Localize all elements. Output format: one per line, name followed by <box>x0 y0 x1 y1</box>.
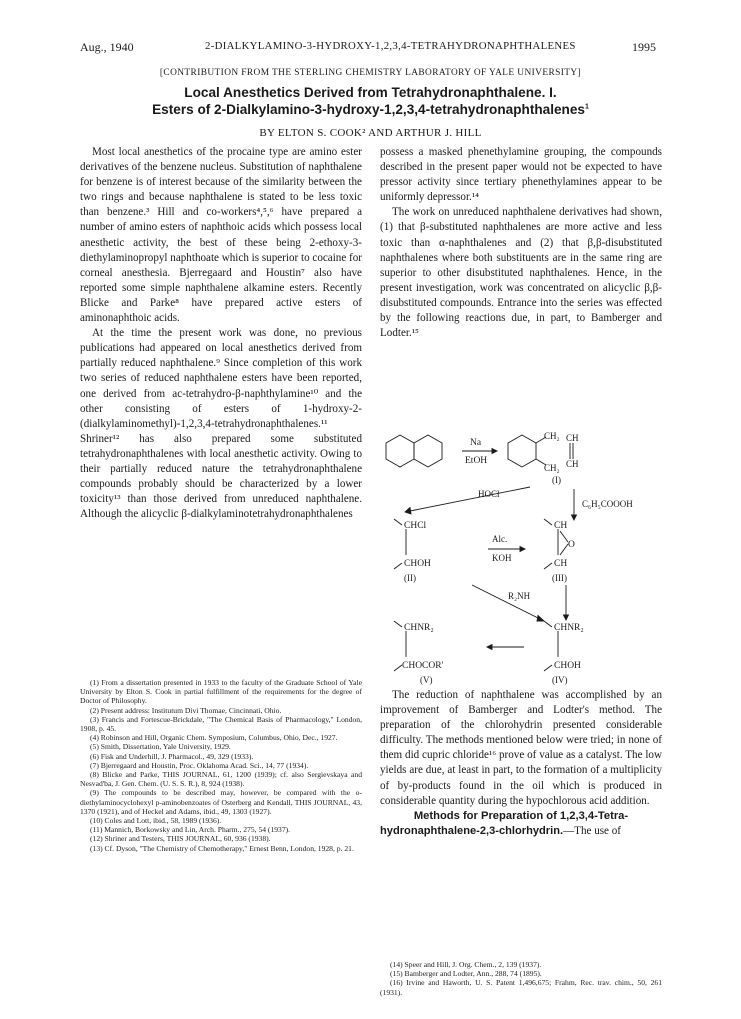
left-footnotes <box>80 678 362 853</box>
running-header-date: Aug., 1940 <box>80 40 134 54</box>
dihydronaphthalene-structure <box>508 435 573 467</box>
reagent-na: Na <box>470 438 482 448</box>
reagent-alc: Alc. <box>492 534 508 544</box>
right-paragraph-1: possess a masked phenethylamine grouping, the compounds described in the present paper would not be expected to have pressor activity since tertiary phenethylamines appear to be uniformly depressor.¹⁴ <box>380 146 662 204</box>
byline: BY ELTON S. COOK² AND ARTHUR J. HILL <box>259 127 482 139</box>
reagent-perbenzoic-acid: C₆H₅COOOH <box>582 499 633 509</box>
footnote-8: (8) Blicke and Parke, THIS JOURNAL, 61, 1200 (1939); cf. also Sergievskaya and Nesvad'ba, J. Gen. Chem. (U. S. S. R.), 8, 924 (1938). <box>80 770 362 789</box>
esterification-arrow <box>487 645 524 650</box>
compound-label-iv: (IV) <box>552 675 568 685</box>
right-footnotes <box>380 960 662 997</box>
right-column-top <box>380 145 662 341</box>
group-choh-left: CHOH <box>404 559 431 569</box>
title-line-2-text: Esters of 2-Dialkylamino-3-hydroxy-1,2,3,4-tetrahydronaphthalenes <box>152 102 585 117</box>
footnote-5: (5) Smith, Dissertation, Yale University, 1929. <box>90 742 231 752</box>
group-ch2-top: CH₂ <box>544 431 560 441</box>
group-choh-right: CHOH <box>554 661 581 671</box>
arrow-to-chlorohydrin <box>405 487 530 514</box>
footnote-13: (13) Cf. Dyson, "The Chemistry of Chemotherapy," Ernest Benn, London, 1928, p. 21. <box>90 843 354 853</box>
right-paragraph-3: The reduction of naphthalene was accomplished by an improvement of Bamberger and Lodter's method. The preparation of the chlorohydrin presented considerable difficulty. The methods mentioned below were tried; in none of them did cupric chloride¹⁶ prove of value as a catalyst. The low yields are due, at least in part, to the formation of a multiplicity of by-products found in the oil which is produced in considerable quantity during the hypochlorous acid addition. <box>380 689 662 807</box>
reagent-r2nh: R₂NH <box>508 591 531 601</box>
footnote-6: (6) Fisk and Underhill, J. Pharmacol., 49, 329 (1933). <box>90 751 254 761</box>
footnote-7: (7) Bjerregaard and Houstin, Proc. Oklahoma Acad. Sci., 14, 77 (1934). <box>90 760 309 770</box>
epoxide-oxygen: O <box>568 540 575 550</box>
group-ch-epoxide-top: CH <box>554 521 568 531</box>
footnote-4: (4) Robinson and Hill, Organic Chem. Symposium, Columbus, Ohio, Dec., 1927. <box>90 733 338 743</box>
footnote-3: (3) Francis and Fortescue-Brickdale, "The Chemical Basis of Pharmacology," London, 1908, p. 45. <box>80 714 362 734</box>
reagent-etoh: EtOH <box>465 456 488 466</box>
footnote-11: (11) Mannich, Borkowsky and Lin, Arch. Pharm., 275, 54 (1937). <box>90 825 291 835</box>
title-line-1: Local Anesthetics Derived from Tetrahydronaphthalene. I. <box>184 85 557 100</box>
section-first-line <box>380 824 662 839</box>
group-chnr2-left: CHNR₂ <box>404 623 434 633</box>
alkali-arrow <box>488 547 525 552</box>
footnote-2: (2) Present address: Institutum Divi Thomae, Cincinnati, Ohio. <box>90 705 282 715</box>
footnote-9: (9) The compounds to be described may, however, be compared with the o-diethylaminocyclohexyl p-aminobenzoates of Osterberg and Kendall, THIS JOURNAL, 43, 1370 (1921), and of Heckel and Adams, ibid., 49, 1303 (1927). <box>80 788 362 816</box>
naphthalene-structure <box>386 435 442 467</box>
section-text-start: —The use of <box>563 824 621 837</box>
arrow-to-epoxide <box>572 489 577 520</box>
left-column <box>80 145 362 522</box>
footnote-1: (1) From a dissertation presented in 1933 to the faculty of the Graduate School of Yale University by Elton S. Cook in partial fulfillment of the requirements for the degree of Doctor of Philosophy. <box>80 678 362 706</box>
compound-label-i: (I) <box>552 475 561 485</box>
page-number: 1995 <box>632 40 656 54</box>
reagent-hocl: HOCl <box>478 489 500 499</box>
footnote-10: (10) Coles and Lott, ibid., 58, 1989 (1936). <box>90 816 222 826</box>
footnote-14: (14) Speer and Hill, J. Org. Chem., 2, 139 (1937). <box>390 960 542 969</box>
section-heading: Methods for Preparation of 1,2,3,4-Tetra- <box>413 809 629 822</box>
group-ch-bottom: CH <box>566 459 579 469</box>
group-chocor: CHOCOR' <box>402 661 444 671</box>
footnote-16: (16) Irvine and Haworth, U. S. Patent 1,496,675; Frahm, Rec. trav. chim., 50, 261 (1931). <box>380 978 662 997</box>
group-ch2-bottom: CH₂ <box>544 463 560 473</box>
footnote-15: (15) Bamberger and Lodter, Ann., 288, 74 (1895). <box>390 969 542 979</box>
left-paragraph-2: At the time the present work was done, no previous publications had appeared on local anesthetics derived from partially reduced naphthalene.⁹ Since completion of this work two series of reduced naphthalene esters have been reported, one derived from ac-tetrahydro-β-naphthylamine¹⁰ and the other consisting of esters of 1-hydroxy-2-(dialkylaminomethyl)-1,2,3,4-tetrahydronaphthalenes.¹¹ Shriner¹² has also prepared some substituted tetrahydronaphthalenes with local anesthetic activity. Owing to their partially reduced nature the tetrahydronaphthalene compounds probably should be characterized by a lower toxicity¹³ than those derived from unreduced naphthalene. Although the alicyclic β-dialkylaminotetrahydronaphthalenes <box>80 327 362 521</box>
reagent-koh: KOH <box>492 553 512 563</box>
compound-label-v: (V) <box>420 675 433 685</box>
compound-label-ii: (II) <box>404 573 416 583</box>
group-ch-top: CH <box>566 433 579 443</box>
footnote-12: (12) Shriner and Testers, THIS JOURNAL, 60, 936 (1938). <box>90 834 271 844</box>
article-title <box>0 84 741 118</box>
right-paragraph-2: The work on unreduced naphthalene derivatives had shown, (1) that β-substituted naphthalenes are more active and less toxic than α-naphthalenes and (2) that β,β-disubstituted naphthalenes where both substituents are in the same ring are superior to other disubstituted naphthalenes. Hence, in the present investigation, work was concentrated on alicyclic β,β-disubstituted compounds. Entrance into the series was effected by the following reactions due, in part, to Bamberger and Lodter.¹⁵ <box>380 206 662 340</box>
compound-label-iii: (III) <box>552 573 567 583</box>
running-header-title: 2-DIALKYLAMINO-3-HYDROXY-1,2,3,4-TETRAHYDRONAPHTHALENES <box>205 40 576 52</box>
left-paragraph-1: Most local anesthetics of the procaine type are amino ester derivatives of the benzene nucleus. Substitution of naphthalene for benzene is of interest because of the similarity between the two rings and because naphthalene is stated to be less toxic than benzene.³ Hill and co-workers⁴,⁵,⁶ have prepared a number of amino esters of naphthoic acids which possess local anesthetic activity, the best of these being 2-ethoxy-3-diethylaminopropyl naphthoate which is superior to cocaine for corneal anesthesia. Bjerregaard and Houstin⁷ also have reported some simple naphthalene alkamine esters. Recently Blicke and Parke⁸ have prepared active esters of aminonaphthoic acids. <box>80 146 362 325</box>
right-column-bottom <box>380 688 662 839</box>
contribution-line: [CONTRIBUTION FROM THE STERLING CHEMISTRY LABORATORY OF YALE UNIVERSITY] <box>159 68 582 78</box>
amine-arrow-vertical <box>564 585 569 620</box>
group-chnr2-right: CHNR₂ <box>554 623 584 633</box>
section-heading-continued: hydronaphthalene-2,3-chlorhydrin. <box>380 824 564 837</box>
group-chcl: CHCl <box>404 521 427 531</box>
reaction-arrow-1 <box>462 449 497 454</box>
title-line-2 <box>0 101 741 118</box>
group-ch-epoxide-bottom: CH <box>554 559 568 569</box>
title-footnote-marker: 1 <box>584 103 589 111</box>
reaction-scheme <box>380 425 662 685</box>
